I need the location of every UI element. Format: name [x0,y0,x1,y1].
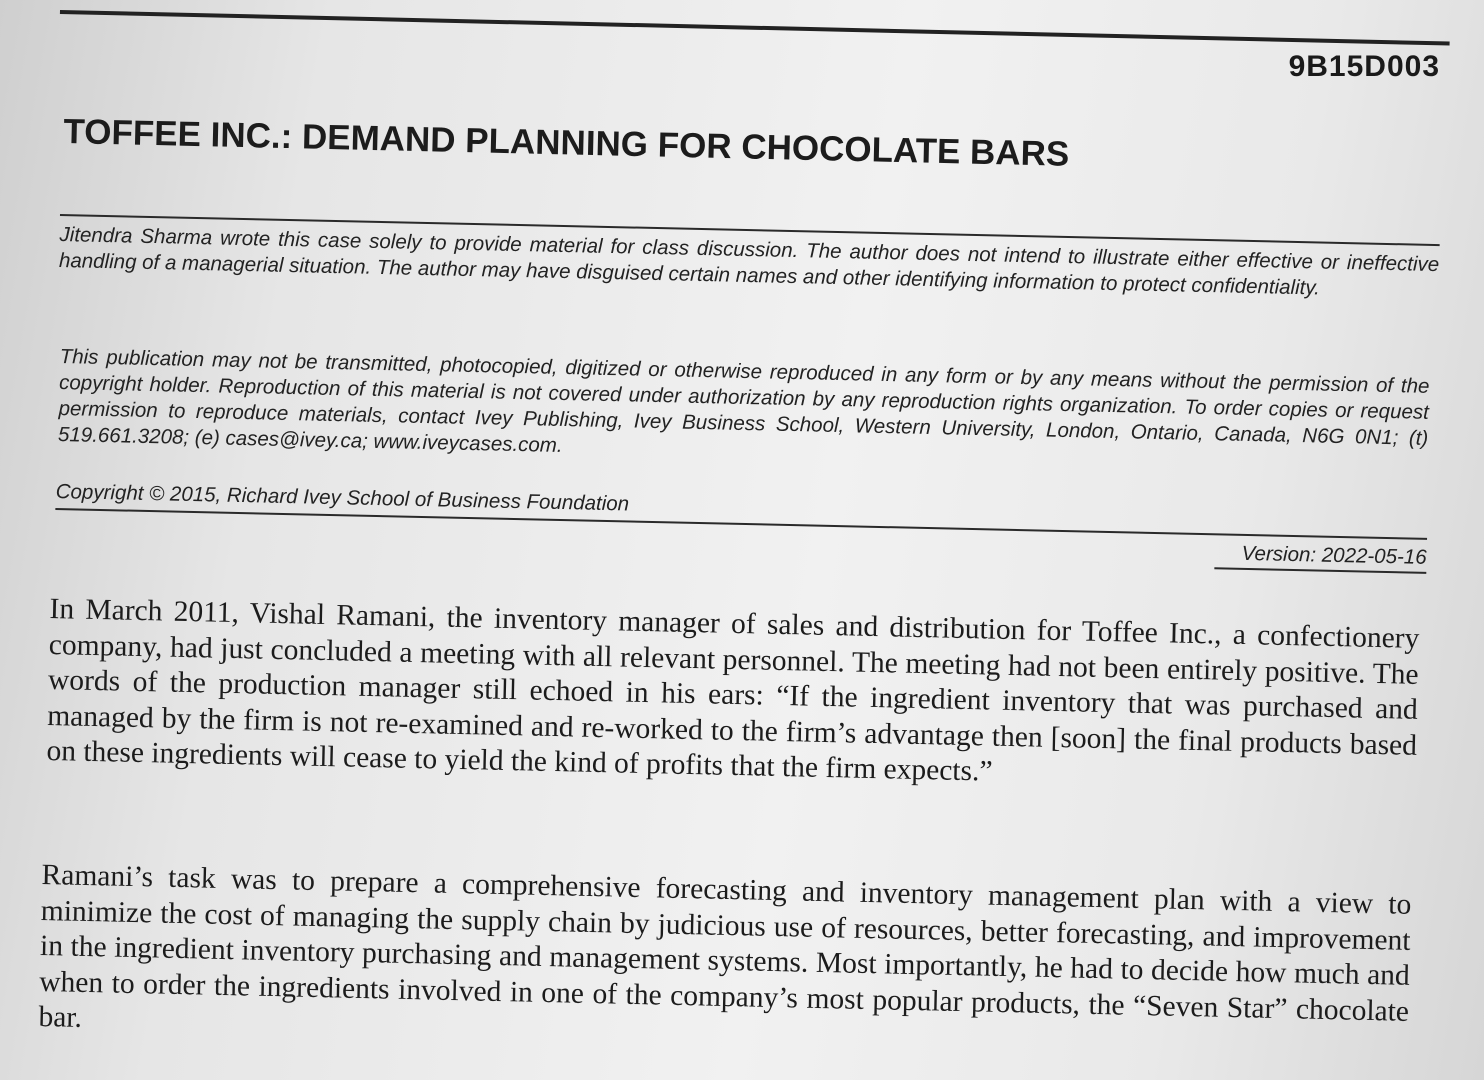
publication-block [58,344,1430,478]
body-paragraph-2: Ramani’s task was to prepare a comprehensive forecasting and inventory management plan with a view to minimize the cost of managing the supply chain by judicious use of resources, better forecasting, and improvement in the ingredient inventory purchasing and management systems. Most importantly, he had to decide how much and when to order the ingredients involved in one of the company’s most popular products, the “Seven Star” chocolate bar. [38,858,1412,1034]
case-title: TOFFEE INC.: DEMAND PLANNING FOR CHOCOLATE BARS [63,112,1070,174]
body-paragraph-1-block [46,592,1420,799]
body-paragraph-2-block [38,858,1412,1065]
notice-block [59,214,1440,304]
top-rule [60,10,1450,46]
body-paragraph-1: In March 2011, Vishal Ramani, the inventory manager of sales and distribution for Toffee Inc., a confectionery company, had just concluded a meeting with all relevant personnel. The meeting had not been entirely positive. The words of the production manager still echoed in his ears: “If the ingredient inventory that was purchased and managed by the firm is not re-examined and re-worked to the firm’s advantage then [soon] the final products based on these ingredients will cease to yield the kind of profits that the firm expects.” [46,592,1420,788]
case-number: 9B15D003 [1288,50,1440,83]
authorship-notice: Jitendra Sharma wrote this case solely to provide material for class discussion. The author does not intend to illustrate either effective or ineffective handling of a managerial situation. The author may have disguised certain names and other identifying information to protect confidentiality. [58,222,1440,300]
copyright-text: Copyright © 2015, Richard Ivey School of Business Foundation [55,480,630,516]
copyright-block [55,480,1428,574]
publication-notice: This publication may not be transmitted, photocopied, digitized or otherwise reproduced in any form or by any means without the permission of the copyright holder. Reproduction of this material is not covered under authorization by any reproduction rights organization. To order copies or request permission to reproduce materials, contact Ivey Publishing, Ivey Business School, Western University, London, Ontario, Canada, N6G 0N1; (t) 519.661.3208; (e) cases@ivey.ca; www.iveycases.com. [57,344,1430,457]
version-text: Version: 2022-05-16 [1241,541,1427,569]
